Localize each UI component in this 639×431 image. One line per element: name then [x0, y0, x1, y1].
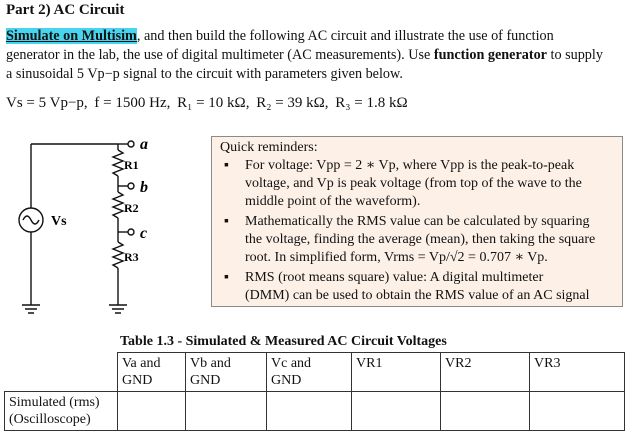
table-row: [5, 392, 625, 431]
reminder-bullet-1: [224, 157, 619, 211]
circuit-diagram: [0, 130, 200, 320]
row-label-simulated: Simulated (rms) (Oscilloscope): [5, 392, 118, 431]
reminder-bullet-3: [224, 269, 619, 305]
header-vc: Vc and GND: [267, 353, 352, 392]
r2-label: R2: [124, 201, 139, 215]
vs-label: Vs: [51, 214, 67, 229]
resistor-r1: [113, 150, 123, 176]
function-generator-bold: function generator: [433, 47, 547, 63]
reminder-2-line-2: the voltage, finding the average (mean), then taking the square: [245, 232, 596, 247]
reminder-1-line-1: For voltage: Vpp = 2 ∗ Vp, where Vpp is the peak-to-peak: [245, 158, 575, 173]
r3-label: R3: [124, 250, 139, 264]
cell-input[interactable]: [441, 392, 530, 431]
intro-line-2-b: to supply: [546, 47, 603, 63]
reminder-2-line-3: root. In simplified form, Vrms = Vp/√2 = 0.707 ∗ Vp.: [245, 250, 548, 265]
param-f: f = 1500 Hz,: [94, 95, 171, 111]
cell-input[interactable]: [118, 392, 186, 431]
intro-line-3: a sinusoidal 5 Vp−p signal to the circuit with parameters given below.: [6, 66, 403, 82]
ground-icon-right: [109, 298, 127, 313]
node-b-terminal: [128, 183, 134, 189]
intro-line-1-rest: , and then build the following AC circuit and illustrate the use of function: [136, 28, 554, 44]
header-vr1: VR1: [352, 353, 441, 392]
cell-input[interactable]: [352, 392, 441, 431]
intro-line-2-a: generator in the lab, the use of digital multimeter (AC measurements). Use: [6, 47, 434, 63]
header-va: Va and GND: [118, 353, 186, 392]
intro-line-1: [6, 27, 636, 46]
bullet-icon: ▪: [224, 214, 229, 229]
cell-input[interactable]: [530, 392, 625, 431]
intro-paragraph: [6, 27, 636, 84]
reminder-3-line-1: RMS (root means square) value: A digital multimeter: [245, 270, 544, 285]
circuit-parameters: [6, 95, 411, 112]
table-corner-cell: [5, 353, 118, 392]
cell-input[interactable]: [186, 392, 267, 431]
param-r2: R₂ = 39 kΩ,: [256, 95, 329, 111]
param-r3: R₃ = 1.8 kΩ: [335, 95, 408, 111]
reminder-3-line-2: (DMM) can be used to obtain the RMS value of an AC signal: [245, 288, 590, 303]
multisim-highlight: Simulate on Multisim: [6, 28, 137, 44]
bullet-icon: ▪: [224, 158, 229, 173]
param-vs: Vs = 5 Vp−p,: [6, 95, 88, 111]
header-vr2: VR2: [441, 353, 530, 392]
node-c-terminal: [128, 229, 134, 235]
resistor-r2: [113, 192, 123, 218]
r1-label: R1: [124, 158, 139, 172]
node-a-label: a: [140, 136, 148, 153]
header-vb: Vb and GND: [186, 353, 267, 392]
header-vr3: VR3: [530, 353, 625, 392]
voltage-table: [4, 352, 625, 431]
node-c-label: c: [140, 225, 148, 242]
section-heading: Part 2) AC Circuit: [6, 2, 125, 18]
table-header-row: [5, 353, 625, 392]
reminder-2-line-1: Mathematically the RMS value can be calculated by squaring: [245, 214, 590, 229]
reminders-title: Quick reminders:: [220, 140, 318, 155]
node-b-label: b: [140, 179, 148, 196]
reminder-1-line-3: middle point of the waveform).: [245, 194, 421, 209]
table-caption: Table 1.3 - Simulated & Measured AC Circuit Voltages: [120, 334, 447, 349]
reminder-1-line-2: voltage, and Vp is peak voltage (from top of the wave to the: [245, 176, 582, 191]
resistor-r3: [113, 242, 123, 268]
sine-wave-icon: [23, 216, 39, 224]
reminder-bullet-2: [224, 213, 619, 267]
cell-input[interactable]: [267, 392, 352, 431]
ground-icon-left: [22, 298, 40, 313]
param-r1: R₁ = 10 kΩ,: [177, 95, 250, 111]
intro-line-2: [6, 46, 636, 65]
node-a-terminal: [128, 141, 134, 147]
bullet-icon: ▪: [224, 270, 229, 285]
